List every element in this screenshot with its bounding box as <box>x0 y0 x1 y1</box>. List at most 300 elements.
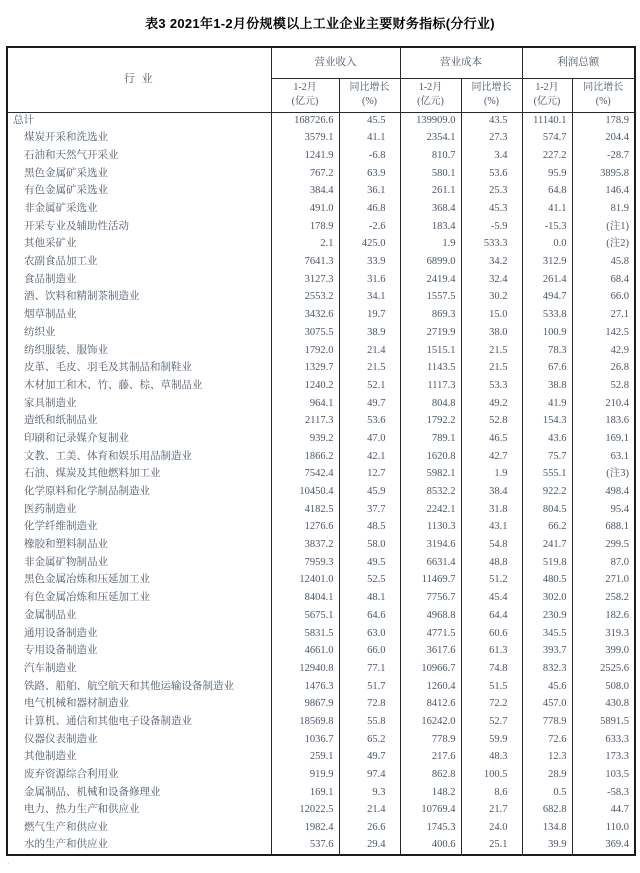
value-cell: 767.2 <box>271 165 339 183</box>
value-cell: 3837.2 <box>271 537 339 555</box>
value-cell: 63.1 <box>572 448 635 466</box>
value-cell: 8412.6 <box>400 696 461 714</box>
industry-label: 非金属矿采选业 <box>7 200 271 218</box>
value-cell: 1143.5 <box>400 360 461 378</box>
table-row <box>7 200 635 218</box>
value-cell: 26.6 <box>339 820 400 838</box>
value-cell: 183.4 <box>400 218 461 236</box>
table-row <box>7 183 635 201</box>
value-cell: 42.1 <box>339 448 400 466</box>
value-cell: 480.5 <box>522 572 572 590</box>
industry-label: 文教、工美、体育和娱乐用品制造业 <box>7 448 271 466</box>
value-cell: 964.1 <box>271 395 339 413</box>
value-cell: 51.2 <box>461 572 522 590</box>
value-cell: 271.0 <box>572 572 635 590</box>
value-cell: 41.1 <box>522 200 572 218</box>
value-cell: 1515.1 <box>400 342 461 360</box>
value-cell: 217.6 <box>400 749 461 767</box>
value-cell: 519.8 <box>522 554 572 572</box>
value-cell: 59.9 <box>461 731 522 749</box>
value-cell: 3.4 <box>461 147 522 165</box>
value-cell: 43.1 <box>461 519 522 537</box>
group-header-operating-cost: 营业成本 <box>400 47 522 78</box>
amount-header-line2: (亿元) <box>417 96 444 107</box>
value-cell: 555.1 <box>522 466 572 484</box>
table-row <box>7 572 635 590</box>
value-cell: 1.9 <box>400 236 461 254</box>
value-cell: 148.2 <box>400 784 461 802</box>
industry-label: 废弃资源综合利用业 <box>7 766 271 784</box>
value-cell: 2242.1 <box>400 501 461 519</box>
value-cell: 261.1 <box>400 183 461 201</box>
table-row <box>7 820 635 838</box>
industry-label: 电气机械和器材制造业 <box>7 696 271 714</box>
value-cell: 241.7 <box>522 537 572 555</box>
value-cell: 58.0 <box>339 537 400 555</box>
value-cell: 4968.8 <box>400 607 461 625</box>
value-cell: 52.7 <box>461 713 522 731</box>
value-cell: -58.3 <box>572 784 635 802</box>
value-cell: 103.5 <box>572 766 635 784</box>
table-row <box>7 731 635 749</box>
value-cell: 48.3 <box>461 749 522 767</box>
value-cell: 64.8 <box>522 183 572 201</box>
value-cell: 2419.4 <box>400 271 461 289</box>
value-cell: 43.6 <box>522 430 572 448</box>
value-cell: 230.9 <box>522 607 572 625</box>
value-cell: 48.1 <box>339 590 400 608</box>
industry-label: 通用设备制造业 <box>7 625 271 643</box>
value-cell: 1476.3 <box>271 678 339 696</box>
value-cell: 63.0 <box>339 625 400 643</box>
value-cell: 74.8 <box>461 660 522 678</box>
value-cell: 4182.5 <box>271 501 339 519</box>
value-cell: 53.3 <box>461 377 522 395</box>
value-cell: 12401.0 <box>271 572 339 590</box>
value-cell: 12022.5 <box>271 802 339 820</box>
value-cell: 52.5 <box>339 572 400 590</box>
value-cell: 258.2 <box>572 590 635 608</box>
value-cell: -15.3 <box>522 218 572 236</box>
industry-label: 黑色金属冶炼和压延加工业 <box>7 572 271 590</box>
value-cell: 2553.2 <box>271 289 339 307</box>
industry-label: 石油和天然气开采业 <box>7 147 271 165</box>
value-cell: 60.6 <box>461 625 522 643</box>
table-row <box>7 430 635 448</box>
industry-label: 化学纤维制造业 <box>7 519 271 537</box>
industry-label: 电力、热力生产和供应业 <box>7 802 271 820</box>
table-row <box>7 218 635 236</box>
value-cell: 51.7 <box>339 678 400 696</box>
value-cell: 369.4 <box>572 837 635 855</box>
value-cell: 18569.8 <box>271 713 339 731</box>
table-row <box>7 377 635 395</box>
value-cell: 45.8 <box>572 254 635 272</box>
value-cell: 21.5 <box>461 360 522 378</box>
value-cell: 43.5 <box>461 112 522 130</box>
value-cell: 63.9 <box>339 165 400 183</box>
value-cell: 41.1 <box>339 130 400 148</box>
value-cell: 47.0 <box>339 430 400 448</box>
table-row <box>7 537 635 555</box>
value-cell: 922.2 <box>522 483 572 501</box>
value-cell: 0.5 <box>522 784 572 802</box>
value-cell: 169.1 <box>572 430 635 448</box>
value-cell: 400.6 <box>400 837 461 855</box>
value-cell: 27.1 <box>572 307 635 325</box>
value-cell: 688.1 <box>572 519 635 537</box>
value-cell: 10769.4 <box>400 802 461 820</box>
value-cell: 1117.3 <box>400 377 461 395</box>
value-cell: 87.0 <box>572 554 635 572</box>
table-row <box>7 271 635 289</box>
value-cell: 19.7 <box>339 307 400 325</box>
value-cell: 1260.4 <box>400 678 461 696</box>
industry-label: 燃气生产和供应业 <box>7 820 271 838</box>
value-cell: 368.4 <box>400 200 461 218</box>
value-cell: 37.7 <box>339 501 400 519</box>
value-cell: 53.6 <box>461 165 522 183</box>
table-row <box>7 483 635 501</box>
value-cell: 1792.2 <box>400 413 461 431</box>
value-cell: 16242.0 <box>400 713 461 731</box>
industry-label: 汽车制造业 <box>7 660 271 678</box>
value-cell: 7641.3 <box>271 254 339 272</box>
value-cell: 3579.1 <box>271 130 339 148</box>
value-cell: 4661.0 <box>271 643 339 661</box>
value-cell: 533.3 <box>461 236 522 254</box>
table-row <box>7 112 635 130</box>
value-cell: 21.4 <box>339 802 400 820</box>
value-cell: 139909.0 <box>400 112 461 130</box>
amount-header-line2: (亿元) <box>533 96 561 107</box>
amount-header-line1: 1-2月 <box>418 81 443 93</box>
value-cell: 45.4 <box>461 590 522 608</box>
value-cell: 7959.3 <box>271 554 339 572</box>
value-cell: 21.5 <box>339 360 400 378</box>
table-row <box>7 625 635 643</box>
growth-header-line1: 同比增长 <box>583 81 624 93</box>
value-cell: 1130.3 <box>400 519 461 537</box>
value-cell: 27.3 <box>461 130 522 148</box>
value-cell: 1620.8 <box>400 448 461 466</box>
industry-label: 酒、饮料和精制茶制造业 <box>7 289 271 307</box>
value-cell: 5982.1 <box>400 466 461 484</box>
value-cell: 10966.7 <box>400 660 461 678</box>
table-row <box>7 696 635 714</box>
value-cell: 72.2 <box>461 696 522 714</box>
value-cell: 25.3 <box>461 183 522 201</box>
industry-label: 其他制造业 <box>7 749 271 767</box>
value-cell: 100.5 <box>461 766 522 784</box>
value-cell: 48.8 <box>461 554 522 572</box>
industry-label: 医药制造业 <box>7 501 271 519</box>
value-cell: 24.0 <box>461 820 522 838</box>
value-cell: 28.9 <box>522 766 572 784</box>
table-row <box>7 360 635 378</box>
table-row <box>7 395 635 413</box>
value-cell: 44.7 <box>572 802 635 820</box>
industry-label: 皮革、毛皮、羽毛及其制品和制鞋业 <box>7 360 271 378</box>
value-cell: 8.6 <box>461 784 522 802</box>
industry-label: 食品制造业 <box>7 271 271 289</box>
value-cell: 34.2 <box>461 254 522 272</box>
value-cell: 869.3 <box>400 307 461 325</box>
value-cell: 1866.2 <box>271 448 339 466</box>
industry-label: 农副食品加工业 <box>7 254 271 272</box>
value-cell: 1241.9 <box>271 147 339 165</box>
value-cell: 26.8 <box>572 360 635 378</box>
value-cell: 312.9 <box>522 254 572 272</box>
table-row <box>7 607 635 625</box>
value-cell: 38.8 <box>522 377 572 395</box>
value-cell: 393.7 <box>522 643 572 661</box>
page-title: 表3 2021年1-2月份规模以上工业企业主要财务指标(分行业) <box>145 16 495 31</box>
value-cell: 21.7 <box>461 802 522 820</box>
industry-label: 木材加工和木、竹、藤、棕、草制品业 <box>7 377 271 395</box>
value-cell: 789.1 <box>400 430 461 448</box>
value-cell: (注3) <box>572 466 635 484</box>
value-cell: 54.8 <box>461 537 522 555</box>
value-cell: 0.0 <box>522 236 572 254</box>
value-cell: 42.7 <box>461 448 522 466</box>
table-row <box>7 749 635 767</box>
value-cell: 25.1 <box>461 837 522 855</box>
value-cell: 778.9 <box>522 713 572 731</box>
value-cell: 533.8 <box>522 307 572 325</box>
value-cell: 778.9 <box>400 731 461 749</box>
value-cell: 66.0 <box>339 643 400 661</box>
value-cell: 1982.4 <box>271 820 339 838</box>
value-cell: 21.5 <box>461 342 522 360</box>
value-cell: 3895.8 <box>572 165 635 183</box>
value-cell: 537.6 <box>271 837 339 855</box>
value-cell: 384.4 <box>271 183 339 201</box>
industry-label: 金属制品、机械和设备修理业 <box>7 784 271 802</box>
value-cell: 49.7 <box>339 749 400 767</box>
industry-label: 其他采矿业 <box>7 236 271 254</box>
value-cell: 38.9 <box>339 324 400 342</box>
table-row <box>7 342 635 360</box>
industry-label: 石油、煤炭及其他燃料加工业 <box>7 466 271 484</box>
table-row <box>7 501 635 519</box>
industry-label: 开采专业及辅助性活动 <box>7 218 271 236</box>
value-cell: 6631.4 <box>400 554 461 572</box>
value-cell: 68.4 <box>572 271 635 289</box>
value-cell: 259.1 <box>271 749 339 767</box>
value-cell: 7542.4 <box>271 466 339 484</box>
value-cell: 31.8 <box>461 501 522 519</box>
value-cell: 31.6 <box>339 271 400 289</box>
value-cell: (注2) <box>572 236 635 254</box>
growth-header-line1: 同比增长 <box>471 81 512 93</box>
value-cell: 183.6 <box>572 413 635 431</box>
value-cell: 154.3 <box>522 413 572 431</box>
value-cell: 919.9 <box>271 766 339 784</box>
value-cell: 75.7 <box>522 448 572 466</box>
value-cell: 182.6 <box>572 607 635 625</box>
table-row <box>7 147 635 165</box>
value-cell: -2.6 <box>339 218 400 236</box>
value-cell: 41.9 <box>522 395 572 413</box>
financial-indicators-table <box>6 46 636 856</box>
value-cell: 77.1 <box>339 660 400 678</box>
value-cell: 45.9 <box>339 483 400 501</box>
value-cell: 457.0 <box>522 696 572 714</box>
table-row <box>7 660 635 678</box>
table-row <box>7 165 635 183</box>
value-cell: 66.2 <box>522 519 572 537</box>
value-cell: 2117.3 <box>271 413 339 431</box>
value-cell: 55.8 <box>339 713 400 731</box>
value-cell: 81.9 <box>572 200 635 218</box>
value-cell: 299.5 <box>572 537 635 555</box>
value-cell: 168726.6 <box>271 112 339 130</box>
industry-label: 水的生产和供应业 <box>7 837 271 855</box>
industry-label: 金属制品业 <box>7 607 271 625</box>
amount-header-line2: (亿元) <box>291 96 319 107</box>
value-cell: 21.4 <box>339 342 400 360</box>
value-cell: 11140.1 <box>522 112 572 130</box>
value-cell: 64.6 <box>339 607 400 625</box>
table-row <box>7 289 635 307</box>
industry-label: 专用设备制造业 <box>7 643 271 661</box>
table-row <box>7 236 635 254</box>
value-cell: 39.9 <box>522 837 572 855</box>
value-cell: 580.1 <box>400 165 461 183</box>
amount-header-line1: 1-2月 <box>293 81 317 93</box>
value-cell: 2719.9 <box>400 324 461 342</box>
value-cell: 95.9 <box>522 165 572 183</box>
value-cell: 8532.2 <box>400 483 461 501</box>
profit-growth-header <box>572 78 635 112</box>
table-row <box>7 466 635 484</box>
group-header-row <box>7 47 635 78</box>
revenue-growth-header <box>339 78 400 112</box>
value-cell: 100.9 <box>522 324 572 342</box>
value-cell: 29.4 <box>339 837 400 855</box>
industry-label: 非金属矿物制品业 <box>7 554 271 572</box>
industry-label: 纺织业 <box>7 324 271 342</box>
value-cell: 52.8 <box>572 377 635 395</box>
value-cell: 142.5 <box>572 324 635 342</box>
value-cell: 399.0 <box>572 643 635 661</box>
value-cell: 508.0 <box>572 678 635 696</box>
table-row <box>7 766 635 784</box>
value-cell: 38.0 <box>461 324 522 342</box>
industry-label: 橡胶和塑料制品业 <box>7 537 271 555</box>
group-header-total-profit: 利润总额 <box>522 47 635 78</box>
value-cell: 169.1 <box>271 784 339 802</box>
value-cell: 10450.4 <box>271 483 339 501</box>
value-cell: 682.8 <box>522 802 572 820</box>
value-cell: 45.5 <box>339 112 400 130</box>
table-row <box>7 802 635 820</box>
table-row <box>7 448 635 466</box>
value-cell: 3127.3 <box>271 271 339 289</box>
value-cell: 30.2 <box>461 289 522 307</box>
value-cell: 1240.2 <box>271 377 339 395</box>
value-cell: 72.6 <box>522 731 572 749</box>
table-row <box>7 590 635 608</box>
value-cell: 51.5 <box>461 678 522 696</box>
table-row <box>7 130 635 148</box>
value-cell: 49.5 <box>339 554 400 572</box>
industry-label: 计算机、通信和其他电子设备制造业 <box>7 713 271 731</box>
value-cell: 6899.0 <box>400 254 461 272</box>
industry-label: 仪器仪表制造业 <box>7 731 271 749</box>
value-cell: 1276.6 <box>271 519 339 537</box>
value-cell: 302.0 <box>522 590 572 608</box>
value-cell: 3617.6 <box>400 643 461 661</box>
value-cell: 15.0 <box>461 307 522 325</box>
value-cell: 2.1 <box>271 236 339 254</box>
industry-label: 铁路、船舶、航空航天和其他运输设备制造业 <box>7 678 271 696</box>
value-cell: 1329.7 <box>271 360 339 378</box>
value-cell: 110.0 <box>572 820 635 838</box>
value-cell: 1792.0 <box>271 342 339 360</box>
value-cell: -5.9 <box>461 218 522 236</box>
group-header-operating-revenue: 营业收入 <box>271 47 400 78</box>
amount-header-line1: 1-2月 <box>535 81 559 93</box>
value-cell: 95.4 <box>572 501 635 519</box>
value-cell: 53.6 <box>339 413 400 431</box>
value-cell: 804.8 <box>400 395 461 413</box>
value-cell: 34.1 <box>339 289 400 307</box>
value-cell: 939.2 <box>271 430 339 448</box>
value-cell: 64.4 <box>461 607 522 625</box>
value-cell: 491.0 <box>271 200 339 218</box>
table-row <box>7 643 635 661</box>
value-cell: 67.6 <box>522 360 572 378</box>
value-cell: 11469.7 <box>400 572 461 590</box>
table-row <box>7 519 635 537</box>
industry-label: 纺织服装、服饰业 <box>7 342 271 360</box>
value-cell: 45.3 <box>461 200 522 218</box>
table-row <box>7 837 635 855</box>
value-cell: 5675.1 <box>271 607 339 625</box>
value-cell: 2525.6 <box>572 660 635 678</box>
value-cell: 45.6 <box>522 678 572 696</box>
value-cell: 134.8 <box>522 820 572 838</box>
page-corner-artifact: · <box>7 860 10 868</box>
value-cell: 97.4 <box>339 766 400 784</box>
value-cell: 4771.5 <box>400 625 461 643</box>
value-cell: -6.8 <box>339 147 400 165</box>
table-row <box>7 784 635 802</box>
value-cell: 32.4 <box>461 271 522 289</box>
value-cell: 38.4 <box>461 483 522 501</box>
value-cell: 42.9 <box>572 342 635 360</box>
table-row <box>7 324 635 342</box>
value-cell: 48.5 <box>339 519 400 537</box>
industry-label: 家具制造业 <box>7 395 271 413</box>
value-cell: 65.2 <box>339 731 400 749</box>
value-cell: -28.7 <box>572 147 635 165</box>
growth-header-line2: (%) <box>362 96 377 107</box>
value-cell: 3075.5 <box>271 324 339 342</box>
value-cell: 345.5 <box>522 625 572 643</box>
value-cell: 46.5 <box>461 430 522 448</box>
industry-label: 煤炭开采和洗选业 <box>7 130 271 148</box>
table-body <box>7 112 635 855</box>
value-cell: 3432.6 <box>271 307 339 325</box>
industry-label: 有色金属矿采选业 <box>7 183 271 201</box>
value-cell: 1745.3 <box>400 820 461 838</box>
table-row <box>7 307 635 325</box>
value-cell: 7756.7 <box>400 590 461 608</box>
value-cell: 633.3 <box>572 731 635 749</box>
